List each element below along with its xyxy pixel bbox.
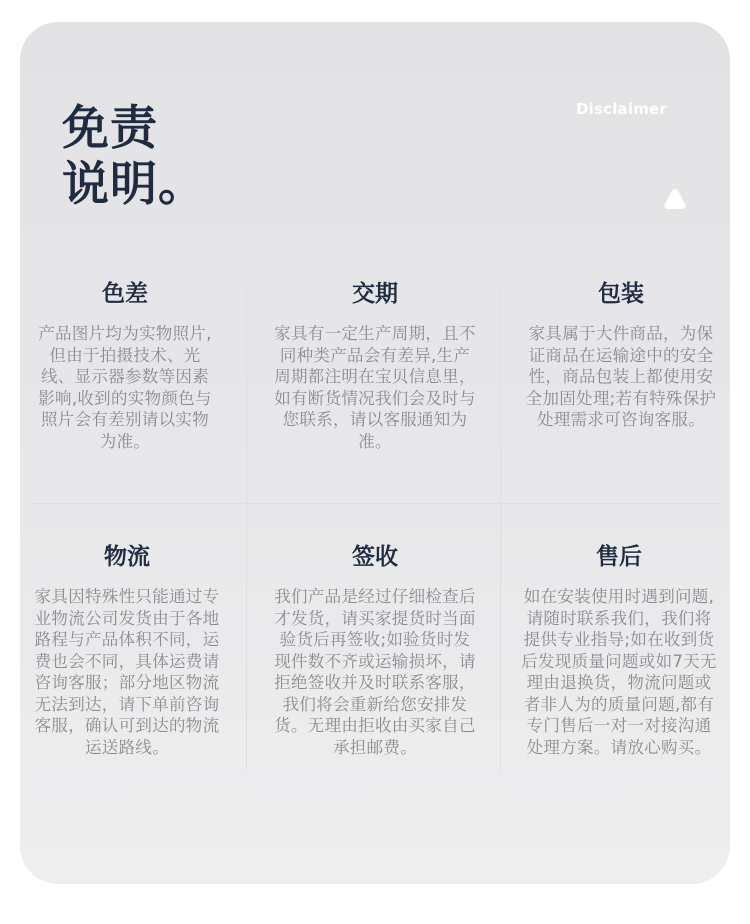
- title-line-1: 免责: [62, 101, 158, 156]
- section-body: 如在安装使用时遇到问题,请随时联系我们，我们将提供专业指导;如在收到货后发现质量问题或如7天无理由退换货，物流问题或者非人为的质量问题,都有专门售后一对一对接沟通处理方案。请放心购买。: [521, 587, 717, 757]
- section-body: 家具有一定生产周期，且不同种类产品会有差异,生产周期都注明在宝贝信息里，如有断货情况我们会及时与您联系，请以客服通知为准。: [274, 324, 476, 451]
- section-packaging: [524, 280, 718, 431]
- page-title: [62, 101, 206, 213]
- column-divider: [246, 290, 247, 770]
- section-heading: 包装: [598, 281, 644, 307]
- section-body: 我们产品是经过仔细检查后才发货，请买家提货时当面验货后再签收;如验货时发现件数不齐或运输损坏，请拒绝签收并及时联系客服，我们将会重新给您安排发货。无理由拒收由买家自己承担邮费。: [274, 587, 476, 757]
- section-body: 产品图片均为实物照片,但由于拍摄技术、光线、显示器参数等因素影响,收到的实物颜色与照片会有差别请以实物为准。: [38, 324, 212, 451]
- section-delivery-time: [272, 280, 478, 452]
- section-heading: 售后: [596, 544, 642, 570]
- section-heading: 签收: [352, 544, 398, 570]
- title-line-2: 说明。: [62, 157, 206, 212]
- section-heading: 色差: [102, 281, 148, 307]
- section-body: 家具属于大件商品，为保证商品在运输途中的安全性，商品包装上都使用安全加固处理;若有特殊保护处理需求可咨询客服。: [525, 324, 717, 429]
- section-receipt: [272, 543, 478, 758]
- row-divider: [30, 503, 720, 504]
- section-body: 家具因特殊性只能通过专业物流公司发货由于各地路程与产品体积不同，运费也会不同，具体运费请咨询客服；部分地区物流无法到达，请下单前咨询客服，确认可到达的物流运送路线。: [34, 587, 220, 757]
- column-divider: [500, 290, 501, 770]
- triangle-icon: [662, 186, 688, 212]
- english-label: Disclaimer: [576, 100, 668, 118]
- section-color-difference: [36, 280, 214, 452]
- section-heading: 物流: [104, 544, 150, 570]
- section-heading: 交期: [352, 281, 398, 307]
- section-logistics: [32, 543, 222, 758]
- section-after-sales: [520, 543, 718, 758]
